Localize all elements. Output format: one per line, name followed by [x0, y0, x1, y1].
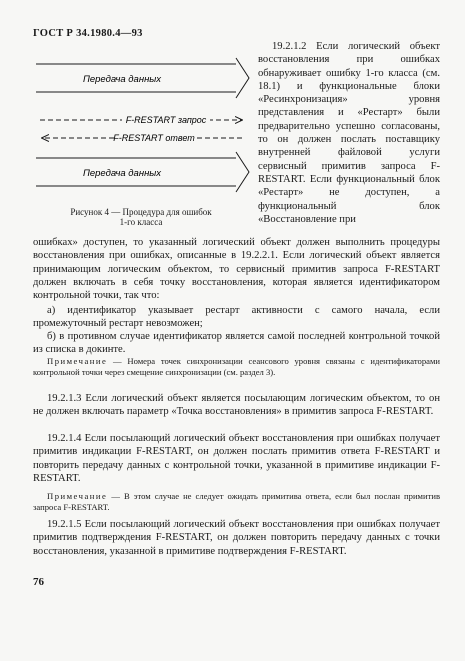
paragraph-19213: 19.2.1.3 Если логический объект является посылающим логическим объектом, то он не должен включать параметр «Точка восстановления» в примитив запроса F-RESTART. — [33, 393, 440, 418]
paragraph-19212-continued: ошибках» доступен, то указанный логический объект должен выполнить процедуры восстановления при ошибках, описанные в 19.2.2.1. Если логический объект является принимающим логическим объектом, то сервисный примитив запроса F-RESTART должен включать в себя точку восстановления, которая является идентификатором контрольной точки, так что: — [33, 237, 440, 302]
document-header: ГОСТ Р 34.1980.4—93 — [33, 28, 143, 39]
note-2-text: — В этом случае не следует ожидать примитива ответа, если был послан примитив запроса F-RESTART. — [33, 491, 440, 512]
list-item-a: а) идентификатор указывает рестарт активности с самого начала, если промежуточный рестарт невозможен; — [33, 305, 440, 330]
list-item-b: б) в противном случае идентификатор является самой последней контрольной точкой из списка в докинте. — [33, 331, 440, 356]
data-transfer-bottom-label: Передача данных — [82, 168, 162, 179]
restart-request-label: F-RESTART запрос — [125, 115, 207, 125]
page-number: 76 — [33, 576, 44, 588]
figure-caption: Рисунок 4 — Процедура для ошибок 1-го класса — [70, 207, 212, 227]
paragraph-19212: 19.2.1.2 Если логический объект восстановления при ошибках обнаруживает ошибку 1-го класса (см. 18.1) и функциональные блоки «Ресинхронизация» уровня представления и «Рестарт» были предварительно успешно согласованы, то он должен послать поставщику внутренней файловой услуги сервисный примитив запроса F-RESTART. Если функциональный блок «Рестарт» не доступен, а функциональный блок «Восстановление при — [258, 41, 440, 225]
paragraph-19215: 19.2.1.5 Если посылающий логический объект восстановления при ошибках получает примитив подтверждения F-RESTART, он должен повторить передачу данных с точки восстановления, указанной в примитиве подтверждения F-RESTART. — [33, 519, 440, 557]
note-2 — [33, 491, 440, 513]
note-1-text: — Номера точек синхронизации сеансового уровня связаны с идентификаторами контрольной точки через смещение синхронизации (см. раздел 3). — [33, 356, 440, 377]
restart-response-label: F-RESTART ответ — [113, 133, 195, 143]
note-1-label: Примечание — [47, 356, 108, 366]
data-transfer-top-label: Передача данных — [82, 74, 162, 85]
note-1 — [33, 356, 440, 378]
paragraph-19214: 19.2.1.4 Если посылающий логический объект восстановления при ошибках получает примитив индикации F-RESTART, он должен послать примитив ответа F-RESTART и повторить передачу данных с контрольной точки, указанной в примитиве индикации F-RESTART. — [33, 433, 440, 484]
note-2-label: Примечание — [47, 491, 108, 501]
error-procedure-figure — [30, 52, 252, 202]
